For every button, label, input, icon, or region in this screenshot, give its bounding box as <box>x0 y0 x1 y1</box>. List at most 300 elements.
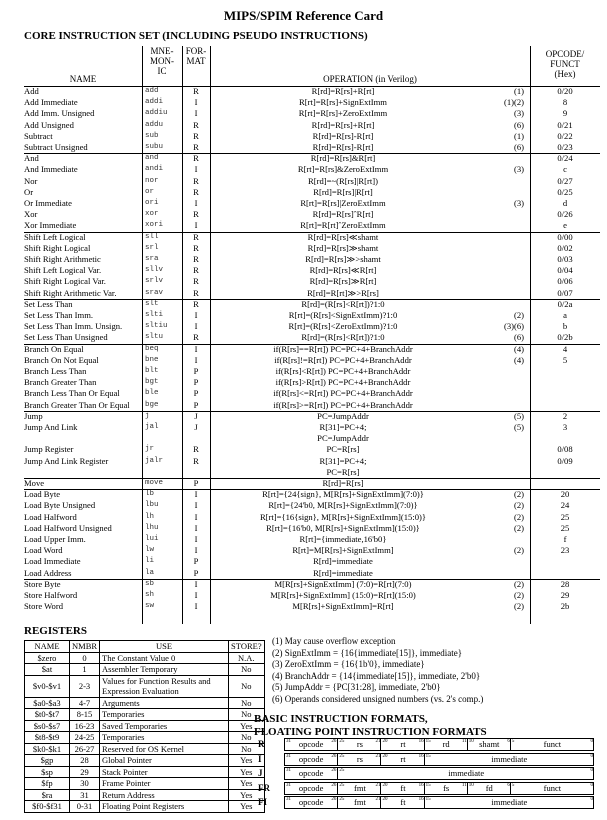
instruction-mnemonic: sll <box>145 232 159 241</box>
instruction-format: R <box>193 265 199 276</box>
instruction-format: R <box>193 119 199 130</box>
instruction-opcode: 3 <box>562 422 568 432</box>
format-field <box>380 783 424 794</box>
instruction-note: (1)(2) <box>503 97 524 108</box>
format-field-name: ft <box>400 797 406 807</box>
header-name: NAME <box>69 74 97 84</box>
instruction-format: P <box>193 388 199 399</box>
instruction-name: Set Less Than Unsigned <box>24 332 108 343</box>
instruction-format: R <box>193 153 199 164</box>
instruction-operation: PC=JumpAddr <box>317 410 369 421</box>
bit-high: 5 <box>511 739 515 744</box>
instruction-name: Store Byte <box>24 578 61 589</box>
instruction-mnemonic: sw <box>145 602 155 611</box>
format-field <box>285 739 337 750</box>
format-field-name: rs <box>356 753 363 764</box>
instruction-opcode: 0/20 <box>557 86 573 96</box>
instruction-note: (5) <box>513 410 524 421</box>
instruction-opcode: 0/24 <box>557 153 573 164</box>
instruction-note: (6) <box>513 119 524 130</box>
register-store: No <box>229 664 265 676</box>
instruction-note: (1) <box>513 130 524 141</box>
format-field <box>424 739 468 750</box>
instruction-format: I <box>194 489 198 500</box>
instruction-mnemonic: j <box>145 411 150 420</box>
format-field-name: opcode <box>298 797 324 807</box>
instruction-format: P <box>193 556 199 567</box>
instruction-operation: R[rd]=R[rs]-R[rt] <box>312 142 374 152</box>
instruction-mnemonic: lh <box>145 512 155 521</box>
register-use: Values for Function Results and Expression Evaluation <box>100 675 229 697</box>
instruction-name: Load Upper Imm. <box>24 534 86 544</box>
instruction-opcode: 0/26 <box>557 209 573 220</box>
instruction-opcode: 25 <box>560 522 570 533</box>
instruction-operation: R[rd]=~(R[rs]|R[rt]) <box>308 175 378 186</box>
instruction-operation: R[rd]=R[rs]≫>shamt <box>305 254 381 264</box>
instruction-format: I <box>194 511 198 522</box>
page-title: MIPS/SPIM Reference Card <box>223 8 384 23</box>
group-divider <box>24 153 600 154</box>
bit-high: 20 <box>382 753 388 759</box>
instruction-operation: if(R[rs]==R[rt]) PC=PC+4+BranchAddr <box>273 343 413 354</box>
register-row <box>25 743 265 755</box>
header-mnemonic: MNE- MON- IC <box>150 46 174 76</box>
instruction-operation: R[rd]=R[rs]-R[rt] <box>312 130 374 141</box>
instruction-name: Jump And Link Register <box>24 455 109 466</box>
header-format: FOR- MAT <box>185 46 207 66</box>
instruction-format: R <box>193 332 199 343</box>
instruction-row <box>24 478 600 489</box>
instruction-opcode: 2 <box>562 410 568 421</box>
instruction-name: Jump Register <box>24 444 74 455</box>
bit-high: 31 <box>286 797 291 802</box>
footnote: (5) JumpAddr = {PC[31:28], immediate, 2'b0} <box>272 682 441 692</box>
instruction-opcode: 25 <box>560 511 570 522</box>
format-row <box>258 738 598 751</box>
bit-low: 0 <box>590 782 593 788</box>
instruction-row <box>24 288 600 299</box>
bit-low: 16 <box>418 782 424 788</box>
register-name: $f0-$f31 <box>25 801 70 813</box>
instruction-operation: R[rt]=M[R[rs]+SignExtImm] <box>292 545 394 556</box>
format-field-name: opcode <box>298 782 324 793</box>
instruction-name: And <box>24 153 39 164</box>
instruction-name: Shift Right Arithmetic <box>24 254 101 264</box>
register-store: Yes <box>229 766 265 778</box>
instruction-row <box>24 579 600 590</box>
instruction-name: Set Less Than Imm. Unsign. <box>24 321 123 332</box>
format-field-name: fmt <box>354 797 366 807</box>
instruction-row <box>24 254 600 265</box>
format-field-name: immediate <box>448 768 485 778</box>
reg-header-name: NAME <box>25 641 70 653</box>
instruction-mnemonic: or <box>145 187 155 196</box>
format-field <box>337 754 381 765</box>
instruction-note: (2) <box>513 578 524 589</box>
instruction-row <box>24 120 600 131</box>
registers-table <box>24 640 265 813</box>
instruction-row <box>24 601 600 612</box>
instruction-operation: R[rd]=R[rs]≪shamt <box>307 231 379 242</box>
register-use: Assembler Temporary <box>100 664 229 676</box>
instruction-opcode: b <box>562 321 568 332</box>
instruction-row <box>24 321 600 332</box>
instruction-operation: R[rt]={24'b0, M[R[rs]+SignExtImm](7:0)} <box>268 500 418 511</box>
instruction-opcode: 0/25 <box>557 186 573 197</box>
instruction-opcode: 0/08 <box>557 444 573 455</box>
register-row <box>25 755 265 767</box>
format-field <box>510 739 594 750</box>
register-row <box>25 709 265 721</box>
register-use: Temporaries <box>100 709 229 721</box>
instruction-row <box>24 433 600 444</box>
bit-low: 26 <box>331 768 337 773</box>
instruction-opcode: 0/21 <box>557 119 573 130</box>
instruction-operation: if(R[rs]>=R[rt]) PC=PC+4+BranchAddr <box>273 399 413 410</box>
instruction-row <box>24 512 600 523</box>
instruction-mnemonic: srl <box>145 243 159 252</box>
bit-high: 20 <box>382 739 388 744</box>
format-field-name: opcode <box>298 739 324 749</box>
register-use: The Constant Value 0 <box>100 652 229 664</box>
bit-high: 15 <box>425 797 431 802</box>
format-field-name: rs <box>356 739 363 749</box>
instruction-operation: R[31]=PC+4; <box>319 455 367 466</box>
instruction-note: (2) <box>513 489 524 500</box>
instruction-mnemonic: bne <box>145 355 159 364</box>
format-label: FI <box>258 797 267 807</box>
instruction-format: I <box>194 220 198 231</box>
bit-low: 21 <box>375 753 381 759</box>
bit-low: 6 <box>507 782 510 788</box>
footnote: (2) SignExtImm = {16{immediate[15]}, immediate} <box>272 647 463 658</box>
format-field-name: shamt <box>479 739 500 749</box>
instruction-operation: PC=R[rs] <box>326 444 360 455</box>
group-divider <box>24 411 600 412</box>
group-divider <box>24 299 600 300</box>
instruction-row <box>24 534 600 545</box>
instruction-format: R <box>193 130 199 141</box>
format-label: I <box>258 753 262 764</box>
instruction-opcode: 28 <box>560 578 570 589</box>
instruction-note: (2) <box>513 500 524 511</box>
group-divider <box>24 489 600 490</box>
bit-low: 6 <box>507 739 510 744</box>
instruction-note: (2) <box>513 310 524 320</box>
instruction-format: I <box>194 578 198 589</box>
register-name: $a0-$a3 <box>25 697 70 709</box>
register-number: 0-31 <box>70 801 100 813</box>
instruction-opcode: 8 <box>562 97 568 108</box>
bit-high: 25 <box>339 797 345 802</box>
reg-header-number: NMBR <box>70 641 100 653</box>
instruction-opcode: 20 <box>560 489 570 500</box>
instruction-row <box>24 299 600 310</box>
register-use: Global Pointer <box>100 755 229 767</box>
instruction-name: Set Less Than Imm. <box>24 310 94 320</box>
instruction-mnemonic: la <box>145 568 155 577</box>
instruction-row <box>24 366 600 377</box>
bit-low: 16 <box>418 739 424 744</box>
instruction-format: P <box>193 377 199 388</box>
instruction-format: R <box>193 242 199 253</box>
instruction-format: I <box>194 343 198 354</box>
instruction-opcode: 0/23 <box>557 142 573 152</box>
instruction-format: P <box>193 478 199 488</box>
bit-high: 25 <box>339 739 345 744</box>
instruction-row <box>24 187 600 198</box>
registers-header-row <box>25 641 265 653</box>
register-row <box>25 732 265 744</box>
format-field-name: ft <box>400 782 406 793</box>
register-row <box>25 720 265 732</box>
format-field <box>337 739 381 750</box>
bit-high: 15 <box>425 782 431 788</box>
format-field <box>424 797 594 808</box>
instruction-note: (2) <box>513 590 524 600</box>
register-use: Return Address <box>100 789 229 801</box>
reg-header-store: STORE? <box>229 641 265 653</box>
instruction-operation: R[rd]=R[rs]+R[rt] <box>311 86 375 96</box>
instruction-name: Xor <box>24 209 38 220</box>
instruction-row <box>24 97 600 108</box>
format-field <box>285 754 337 765</box>
instruction-mnemonic: jal <box>145 423 159 431</box>
bit-low: 0 <box>590 753 593 759</box>
instruction-note: (4) <box>513 343 524 354</box>
format-field <box>380 754 424 765</box>
register-use: Saved Temporaries <box>100 720 229 732</box>
instruction-row <box>24 344 600 355</box>
instruction-operation: R[rd]=R[rs]|R[rt] <box>313 186 373 197</box>
instruction-name: Load Halfword <box>24 511 77 522</box>
format-field-name: rd <box>442 739 450 749</box>
group-divider <box>24 579 600 580</box>
instruction-name: Shift Right Logical Var. <box>24 276 106 287</box>
instruction-row <box>24 556 600 567</box>
instruction-row <box>24 108 600 119</box>
instruction-mnemonic: ble <box>145 389 159 398</box>
instruction-row <box>24 86 600 97</box>
register-number: 31 <box>70 789 100 801</box>
register-number: 2-3 <box>70 675 100 697</box>
instruction-format: R <box>193 142 199 152</box>
instruction-row <box>24 198 600 209</box>
instruction-row <box>24 422 600 433</box>
instruction-row <box>24 456 600 467</box>
instruction-mnemonic: lhu <box>145 523 159 532</box>
bit-high: 25 <box>339 782 345 788</box>
format-field <box>285 783 337 794</box>
instruction-note: (2) <box>513 545 524 556</box>
instruction-row <box>24 153 600 164</box>
instruction-format: I <box>194 310 198 320</box>
instruction-format: I <box>194 108 198 119</box>
instruction-operation: R[rd]=R[rs]≪R[rt] <box>309 265 377 276</box>
instruction-row <box>24 400 600 411</box>
instruction-row <box>24 265 600 276</box>
instruction-mnemonic: slt <box>145 299 159 308</box>
group-divider <box>24 478 600 479</box>
register-row <box>25 801 265 813</box>
instruction-format: R <box>193 231 199 242</box>
format-field <box>380 797 424 808</box>
format-field-name: funct <box>543 739 562 749</box>
instruction-format: R <box>193 298 199 309</box>
instruction-format: P <box>193 366 199 376</box>
instruction-operation: R[rd]=(R[rs]<R[rt])?1:0 <box>301 332 385 343</box>
instruction-format: I <box>194 97 198 108</box>
instruction-row <box>24 220 600 231</box>
register-name: $t0-$t7 <box>25 709 70 721</box>
format-field <box>285 768 337 779</box>
formats-title-line1: BASIC INSTRUCTION FORMATS, <box>254 713 428 725</box>
instruction-operation: R[rt]={16{sign}, M[R[rs]+SignExtImm](15:0)} <box>259 511 427 522</box>
instruction-operation: if(R[rs]<=R[rt]) PC=PC+4+BranchAddr <box>273 388 413 399</box>
header-operation: OPERATION (in Verilog) <box>323 74 417 84</box>
instruction-format: I <box>194 321 198 332</box>
format-field-name: rt <box>400 753 406 764</box>
instruction-opcode: 0/00 <box>557 231 573 242</box>
instruction-row <box>24 355 600 366</box>
format-bitfield <box>284 782 594 795</box>
instruction-opcode: 0/09 <box>557 455 573 466</box>
format-label: FR <box>258 782 270 793</box>
register-store: Yes <box>229 801 265 813</box>
instruction-operation: if(R[rs]<R[rt]) PC=PC+4+BranchAddr <box>275 366 411 376</box>
register-use: Arguments <box>100 697 229 709</box>
format-field <box>467 739 511 750</box>
instruction-opcode: 0/03 <box>557 254 573 264</box>
instruction-name: Load Address <box>24 567 72 578</box>
instruction-mnemonic: nor <box>145 176 159 185</box>
register-name: $t8-$t9 <box>25 732 70 744</box>
bit-low: 26 <box>331 782 337 788</box>
register-store: Yes <box>229 778 265 790</box>
instruction-mnemonic: subu <box>145 143 164 151</box>
bit-high: 10 <box>468 782 474 788</box>
instruction-format: R <box>193 455 199 466</box>
instruction-note: (2) <box>513 511 524 522</box>
register-store: No <box>229 675 265 697</box>
format-row <box>258 782 598 795</box>
instruction-name: Add <box>24 86 39 96</box>
instruction-mnemonic: srav <box>145 288 164 297</box>
register-store: Yes <box>229 720 265 732</box>
instruction-format: J <box>194 422 198 432</box>
instruction-mnemonic: bge <box>145 400 159 409</box>
instruction-row <box>24 232 600 243</box>
instruction-name: Branch Greater Than Or Equal <box>24 399 130 410</box>
instruction-format: I <box>194 354 198 365</box>
instruction-name: Branch On Not Equal <box>24 354 99 365</box>
instruction-name: Store Word <box>24 601 64 612</box>
format-row <box>258 753 598 766</box>
instruction-name: Add Immediate <box>24 97 78 108</box>
instruction-name: Shift Left Logical <box>24 231 86 242</box>
instruction-note: (3) <box>513 198 524 208</box>
register-store: N.A. <box>229 652 265 664</box>
register-number: 29 <box>70 766 100 778</box>
format-field <box>337 783 381 794</box>
instruction-name: Subtract <box>24 130 53 141</box>
instruction-format: I <box>194 601 198 612</box>
instruction-opcode: 4 <box>562 343 568 354</box>
instruction-operation: R[rd]=R[rs]+R[rt] <box>311 119 375 130</box>
instruction-operation: R[rt]=(R[rs]<SignExtImm)?1:0 <box>288 310 398 320</box>
instruction-operation: R[31]=PC+4; <box>319 422 367 432</box>
instruction-format: P <box>193 567 199 578</box>
instruction-opcode: 0/2b <box>557 332 573 343</box>
instruction-row <box>24 411 600 422</box>
instruction-name: Shift Left Logical Var. <box>24 265 102 276</box>
instruction-name: Branch Less Than <box>24 366 87 376</box>
header-opcode: OPCODE/ FUNCT (Hex) <box>545 49 585 79</box>
instruction-name: Jump <box>24 410 43 421</box>
bit-high: 15 <box>425 739 431 744</box>
instruction-opcode: 29 <box>560 590 570 600</box>
bit-low: 26 <box>331 739 337 744</box>
instruction-format: R <box>193 175 199 186</box>
instruction-operation: R[rd]=(R[rs]<R[rt])?1:0 <box>301 298 385 309</box>
instruction-row <box>24 176 600 187</box>
instruction-note: (5) <box>513 422 524 432</box>
instruction-mnemonic: sb <box>145 579 155 588</box>
instruction-mnemonic: andi <box>145 165 164 174</box>
instruction-name: Or Immediate <box>24 198 72 208</box>
instruction-row <box>24 243 600 254</box>
register-store: Yes <box>229 789 265 801</box>
register-store: No <box>229 743 265 755</box>
instruction-mnemonic: sub <box>145 131 159 140</box>
instruction-operation: PC=JumpAddr <box>317 433 369 444</box>
instruction-mnemonic: and <box>145 154 159 163</box>
instruction-operation: M[R[rs]+SignExtImm] (15:0)=R[rt](15:0) <box>270 590 416 600</box>
register-number: 30 <box>70 778 100 790</box>
format-label: J <box>258 768 263 778</box>
instruction-mnemonic: jalr <box>145 456 164 465</box>
register-row <box>25 664 265 676</box>
bit-high: 20 <box>382 797 388 802</box>
instruction-mnemonic: addiu <box>145 109 168 118</box>
instruction-name: Shift Right Arithmetic Var. <box>24 287 117 298</box>
register-use: Frame Pointer <box>100 778 229 790</box>
instruction-operation: M[R[rs]+SignExtImm] (7:0)=R[rt](7:0) <box>274 578 412 589</box>
instruction-row <box>24 131 600 142</box>
register-name: $gp <box>25 755 70 767</box>
instruction-format: R <box>193 209 199 220</box>
instruction-mnemonic: sltu <box>145 333 164 342</box>
register-use: Floating Point Registers <box>100 801 229 813</box>
instruction-opcode: 0/2a <box>557 298 573 309</box>
core-instruction-table <box>24 46 600 624</box>
instruction-mnemonic: add <box>145 87 159 95</box>
instruction-mnemonic: lui <box>145 535 159 543</box>
register-number: 1 <box>70 664 100 676</box>
instruction-format: I <box>194 198 198 208</box>
instruction-operation: R[rd]=R[rs]&R[rt] <box>310 153 376 164</box>
bit-low: 0 <box>590 797 593 802</box>
instruction-name: Jump And Link <box>24 422 78 432</box>
format-field-name: fmt <box>354 782 366 793</box>
register-store: Yes <box>229 755 265 767</box>
instruction-name: Add Unsigned <box>24 119 74 130</box>
instruction-mnemonic: srlv <box>145 277 164 286</box>
instruction-operation: R[rd]=R[rs]ˆR[rt] <box>312 209 374 220</box>
register-number: 0 <box>70 652 100 664</box>
instruction-format: I <box>194 590 198 600</box>
group-divider <box>24 344 600 345</box>
